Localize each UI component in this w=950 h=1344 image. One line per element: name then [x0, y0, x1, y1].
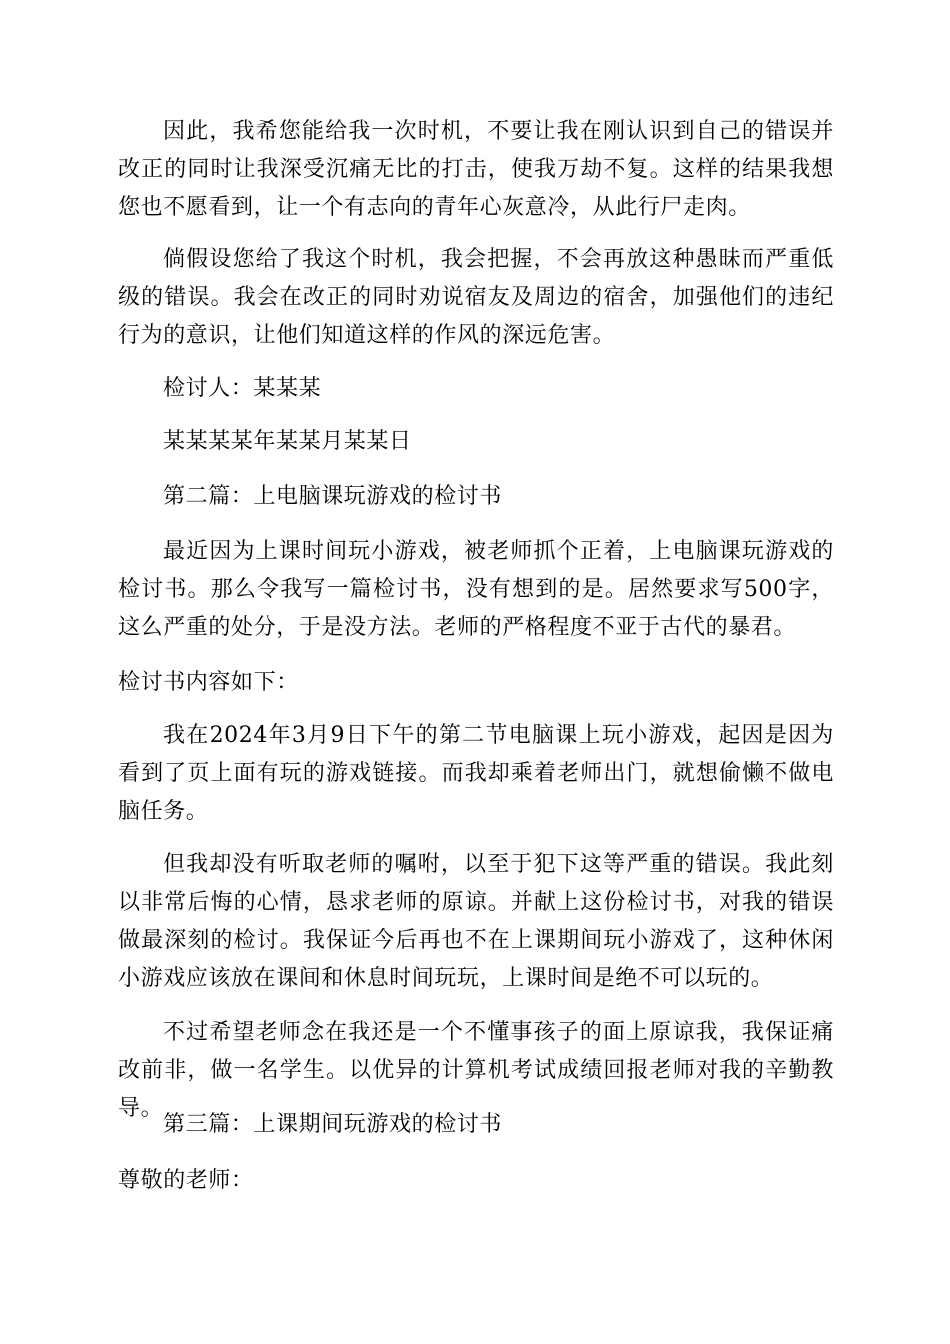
section-heading-2: 第二篇：上电脑课玩游戏的检讨书: [163, 484, 503, 509]
paragraph-plea-for-chance: 因此，我希您能给我一次时机，不要让我在刚认识到自己的错误并改正的同时让我深受沉痛无比的打击，使我万劫不复。这样的结果我想您也不愿看到，让一个有志向的青年心灰意冷，从此行尸走肉。: [118, 119, 834, 220]
paragraph-apology: 但我却没有听取老师的嘱咐，以至于犯下这等严重的错误。我此刻以非常后悔的心情，恳求老师的原谅。并献上这份检讨书，对我的错误做最深刻的检讨。我保证今后再也不在上课期间玩小游戏了，这种休闲小游戏应该放在课间和休息时间玩玩，上课时间是绝不可以玩的。: [118, 852, 834, 991]
paragraph-intro-2: 最近因为上课时间玩小游戏，被老师抓个正着，上电脑课玩游戏的检讨书。那么令我写一篇检讨书，没有想到的是。居然要求写500字，这么严重的处分，于是没方法。老师的严格程度不亚于古代的暴君。: [118, 539, 834, 640]
paragraph-request-forgiveness: 不过希望老师念在我还是一个不懂事孩子的面上原谅我，我保证痛改前非，做一名学生。以优异的计算机考试成绩回报老师对我的辛勤教导。: [118, 1020, 834, 1121]
paragraph-incident: 我在2024年3月9日下午的第二节电脑课上玩小游戏，起因是因为看到了页上面有玩的游戏链接。而我却乘着老师出门，就想偷懒不做电脑任务。: [118, 723, 834, 824]
paragraph-content-label: 检讨书内容如下：: [118, 670, 299, 695]
salutation: 尊敬的老师：: [118, 1168, 254, 1193]
paragraph-promise: 倘假设您给了我这个时机，我会把握，不会再放这种愚昧而严重低级的错误。我会在改正的同时劝说宿友及周边的宿舍，加强他们的违纪行为的意识，让他们知道这样的作风的深远危害。: [118, 247, 834, 348]
date-line: 某某某某年某某月某某日: [163, 429, 412, 454]
signature-line: 检讨人：某某某: [163, 376, 322, 401]
section-heading-3: 第三篇：上课期间玩游戏的检讨书: [163, 1112, 503, 1137]
